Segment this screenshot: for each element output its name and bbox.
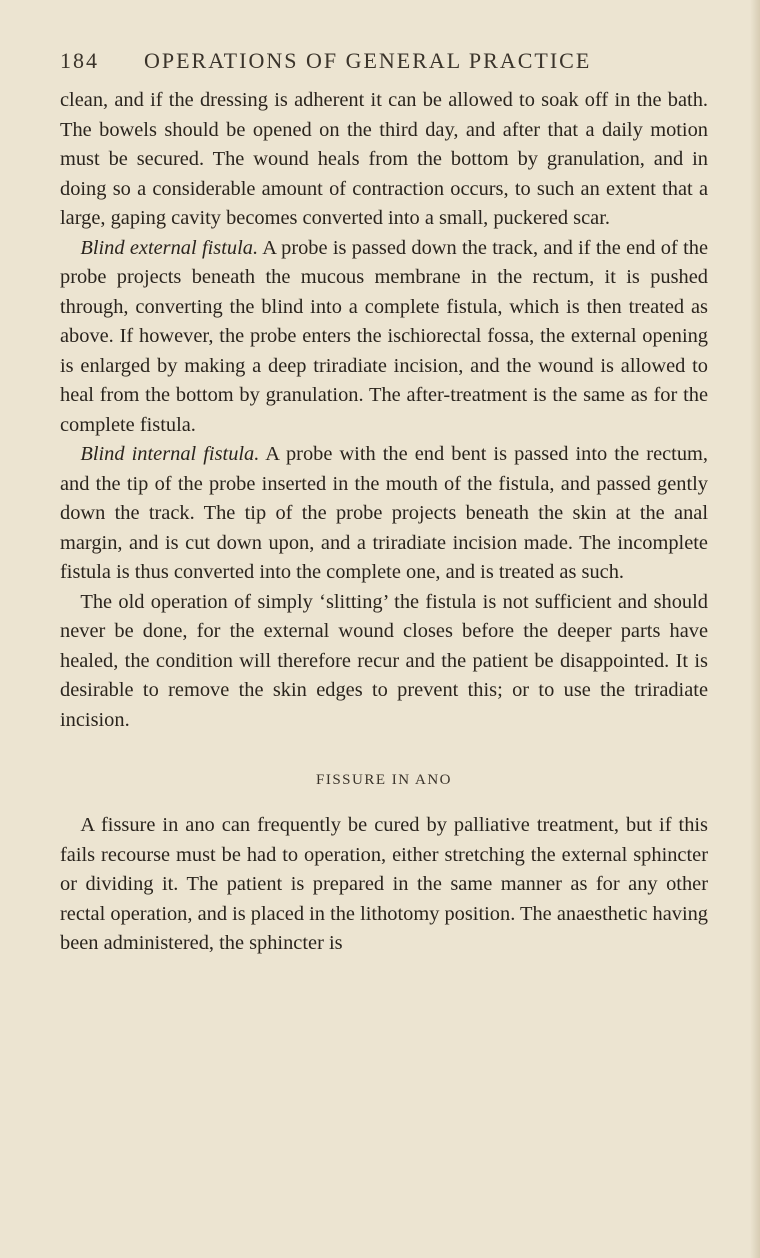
paragraph-old-operation: The old operation of simply ‘slitting’ the fistula is not sufficient and should never be done, for the external wound closes before the deeper parts have healed, the condition will therefore recur and the patient be disappointed. It is desirable to remove the skin edges to prevent this; or to use the triradiate incision. xyxy=(60,590,708,731)
run-in-heading-blind-internal-fistula: Blind internal fistula. xyxy=(80,443,260,465)
page-edge-shadow xyxy=(750,0,760,1258)
paragraph-continued: clean, and if the dressing is adherent it can be allowed to soak off in the bath. The bowels should be opened on the third day, and after that a daily motion must be secured. The wound heals from the bottom by granulation, and in doing so a considerable amount of contraction occurs, to such an extent that a large, gaping cavity becomes converted into a small, puckered scar. xyxy=(60,89,708,229)
page-number: 184 xyxy=(60,48,99,73)
paragraph-blind-external-fistula xyxy=(60,234,708,441)
running-title: OPERATIONS OF GENERAL PRACTICE xyxy=(144,48,592,73)
paragraph-fissure-in-ano: A fissure in ano can frequently be cured by palliative treatment, but if this fails recourse must be had to operation, either stretching the external sphincter or dividing it. The patient is prepared in the same manner as for any other rectal operation, and is placed in the lithotomy position. The anaesthetic having been administered, the sphincter is xyxy=(60,814,708,954)
section-heading: FISSURE IN ANO xyxy=(315,772,453,788)
run-in-heading-blind-external-fistula: Blind external fistula. xyxy=(80,236,259,259)
paragraph-text-blind-external-fistula: A probe is passed down the track, and if the end of the probe projects beneath the mucous membrane in the rectum, it is pushed through, converting the blind into a complete fistula, which is then treated as above. If however, the probe enters the ischiorectal fossa, the external opening is enlarged by making a deep triradiate incision, and the wound is allowed to heal from the bottom by granulation. The after-treatment is the same as for the complete fistula. xyxy=(60,236,708,436)
body-text xyxy=(60,82,708,959)
paragraph-text-blind-internal-fistula: A probe with the end bent is passed into the rectum, and the tip of the probe inserted in the mouth of the fistula, and passed gently down the track. The tip of the probe projects beneath the skin at the anal margin, and is cut down upon, and a triradiate incision made. The incomplete fistula is thus converted into the complete one, and is treated as such. xyxy=(60,443,708,583)
paragraph-blind-internal-fistula xyxy=(60,440,708,588)
running-head xyxy=(60,48,708,82)
